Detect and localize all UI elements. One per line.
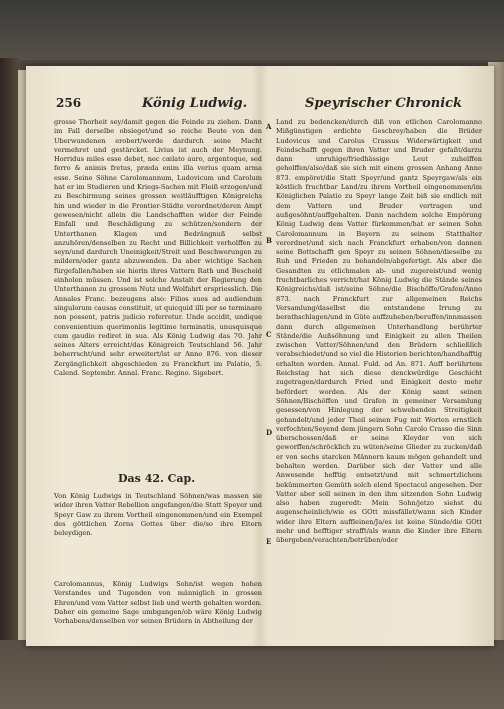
right-running-title: Speyrischer Chronick	[305, 96, 463, 111]
left-running-title: König Ludwig.	[142, 96, 248, 111]
margin-label-a: A	[266, 122, 272, 131]
margin-label-c: C	[266, 330, 272, 339]
page-number: 256	[56, 96, 82, 110]
left-column	[54, 118, 262, 378]
margin-label-b: B	[266, 236, 272, 245]
right-column	[276, 118, 482, 546]
photo-backdrop-bottom	[0, 640, 504, 709]
left-column-text: grosse Thorheit sey/damit gegen die Feinde zu ziehen. Dann im Fall derselbe obsieget/und so reiche Beute von den Uberwundenen erobert/werde dardurch seine Macht vermehret und gestärcket. Livius ist auch der Meynung. Horridus miles esse debet, nec cælato auro, argentoque, sed ferro & animis fretus, præda enim illa verius quam arma esse. Seine Söhne Carolomannum, Ludovicum und Carolum hat er im Studieren und Kriegs-Sachen mit Fleiß erzogen/und zu Beschirmung seines grossen weitläufftigen Königreichs hin und wieder in die Frontier-Städte verordnet/deren Ampt gewesen/nicht allein die Landschafften wider der Feinde Einfall und Beschädigung zu schützen/sondern der Unterthanen Klagen und Bedrängnuß selbst anzuhören/denselben zu Recht und Billichkeit verholffen zu seyn/und dardurch Uneinigkeit/Streit und Beschwerungen zu mildern/oder gantz abzuwenden. Da aber wichtige Sachen fürgefallen/haben sie hierin ihres Vattern Rath und Bescheid einholen müssen. Und ist solche Anstalt der Regierung den Unterthanen zu grossem Nutz und Wolfahrt erspriesslich. Die Annales Franc. bezeugens also: Filios suos ad audiendum singulorum causas constituit, ut quicquid illi per se terminare non possent, patris judicio referretur. Unde accidit, undique convenientium querimoniis legitime terminatis, unusquisque cum gaudio rediret in sua. Als König Ludwig das 70. Jahr seines Alters erreicht/das Königreich Teutschland 56. Jahr beherrscht/und sehr erweitert/ist er Anno 876. von dieser Zergänglichkeit abgeschieden zu Franckfurt im Palatio, 5. Calend. Septembr. Annal. Franc. Regino. Sigebert.	[54, 118, 262, 378]
chapter-body-text: Carolomannus, König Ludwigs Sohn/ist wegen hohen Verstandes und Tugenden von männiglich in grossen Ehren/und vom Vatter selbst lieb und werth gehalten worden. Daher ein gemeine Sage umbgangen/ob wäre König Ludwig Vorhabens/denselben vor seinen Brüdern in Abtheilung der	[54, 580, 262, 626]
right-column-text: Land zu bedencken/durch diß von etlichen Carolomanno Mißgünstigen erdichte Geschrey/haben die Brüder Ludovicus und Carolus Crassus Widerwärtigkeit und Feindschafft gegen ihren Vatter und Bruder gefaßt/darzu dann unruhige/friedhässige Leut zuhelffen geholffen/also/daß sie sich mit einem grossen Anhang Anno 873. empöret/die Statt Speyr/und gantz Speyrgaw/als ein köstlich fruchtbar Land/zu ihrem Vortheil eingenommen/im Königlichen Palatio zu Speyr lange Zeit biß sie endlich mit dem Vattern und Bruder vertragen und außgesöhnt/auffgehalten. Dann nachdem solche Empörung König Ludwig dem Vatter fürkommen/hat er seinen Sohn Carolomannum in Beyern zu seinem Statthalter verordnet/und sich nach Franckfurt erhaben/von dannen seine Bottschafft gen Speyr zu seinen Söhnen/dieselbe zu Ruh und Frieden zu behandeln/abgefertigt. Als aber die Gesandten zu etlichmalen ab- und zugereist/und wenig fruchtbarliches verricht/hat König Ludwig die Stände seines Königreichs/daß ist/seine Söhne/die Bischöffe/Grafen/Anno 873. nach Franckfurt zur allgemeinen Reichs Versamlung/daselbst die entstandene Irrung zu berathschlagen/und in Güte auffzuheben/beruffen/innmassen dann durch allgemeinen Unterhandlung berührter Stände/die Außsöhnung und Einigkeit zu allen Theilen zwischen Vatter/Söhnen/und den Brüdern schließlich verabschiedet/und so viel die Historien berichten/handhafftig erhalten worden. Annal. Fuld. ad An. 871. Auff berührtem Reichstag hat sich diese denckwürdige Geschicht zugetragen/dardurch Fried und Einigkeit desto mehr befördert worden. Als der König samt seinen Söhnen/Bischöffen und Grafen in gemeiner Versamlung gesessen/von Hinlegung der schwebenden Streitigkeit gehandelt/und jeder Theil seinen Fug mit Worten ernstlich verfochten/Seyend dem jüngern Sohn Carolo Crasso die Sinn überschossen/daß er seine Kleyder von sich geworffen/schröcklich zu wüten/seine Glieder zu zucken/daß er von sechs starcken Männern kaum mögen gehandelt und behalten werden. Darüber sich der Vatter und alle Anwesende hefftig entsetzt/und mit schmertzlichem bekümmerten Gemüth solch elend Spectacul angesehen. Der Vatter aber soll seinen in den ihm sitzenden Sohn Ludwig also haben zugeredt: Mein Sohn/jetzo siehst du augenscheinlich/wie es GOtt missfället/wann sich Kinder wider ihre Eltern auffleinen/Ja/es ist keine Sünde/die GOtt mehr und hefftiger strafft/als wann die Kinder ihre Eltern übergeben/verachten/betrüben/oder	[276, 118, 482, 545]
chapter-summary	[54, 492, 262, 538]
chapter-body	[54, 580, 262, 626]
margin-label-d: D	[266, 428, 273, 437]
chapter-intro-text: Von König Ludwigs in Teutschland Söhnen/was massen sie wider ihren Vatter Rebellion angefangen/die Statt Speyer und Speyr Gaw zu ihrem Vortheil eingenommen/und ein Exempel des göttlichen Zorns Gottes über die/so ihre Eltern beleydigen.	[54, 492, 262, 538]
margin-label-e: E	[266, 537, 272, 546]
chapter-title: Das 42. Cap.	[118, 472, 196, 485]
book-spine-edge	[0, 58, 20, 658]
photo-backdrop-top	[0, 0, 504, 60]
